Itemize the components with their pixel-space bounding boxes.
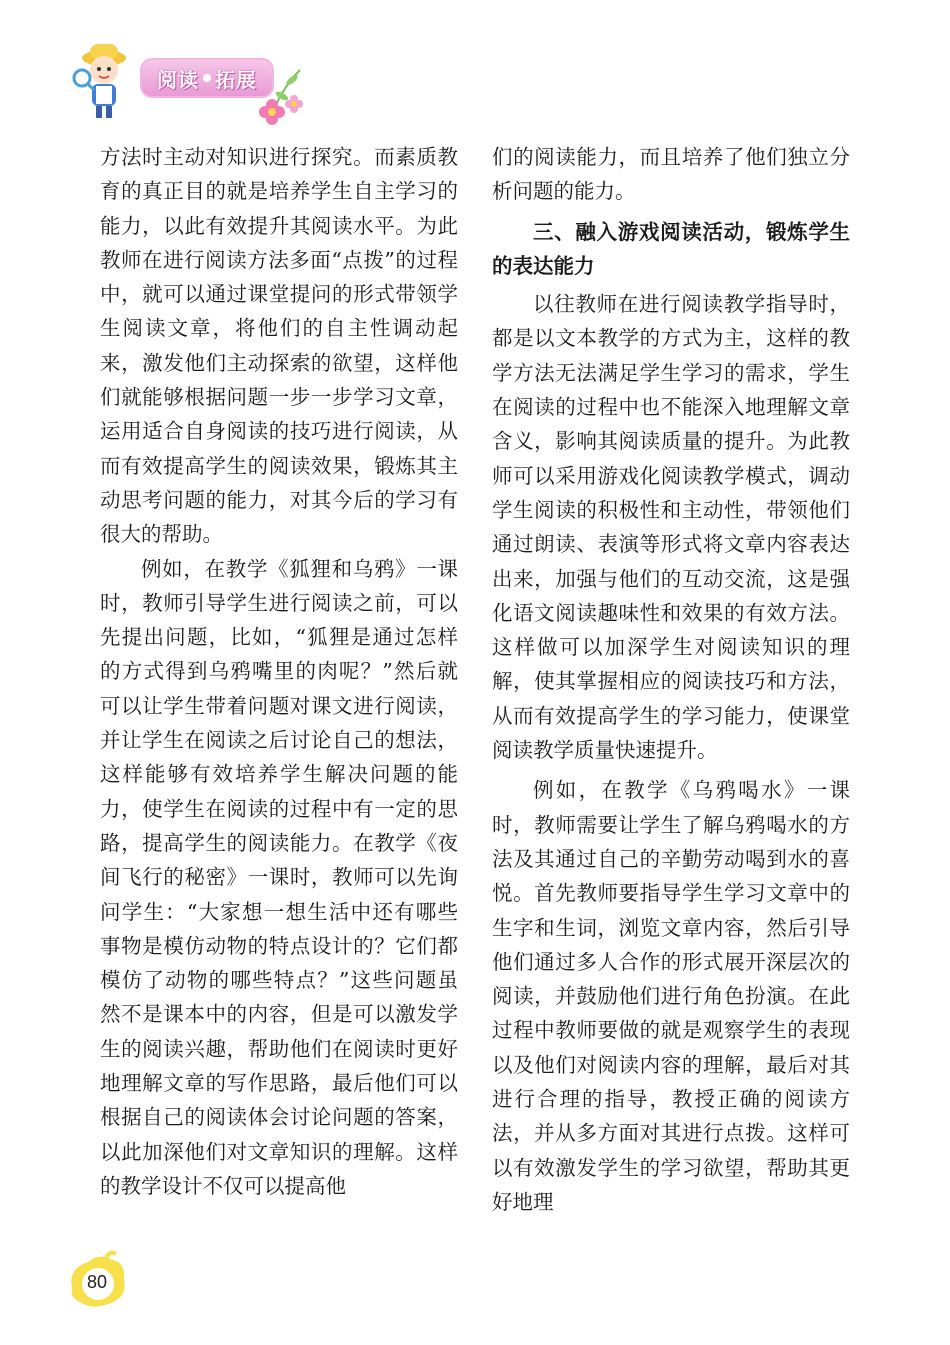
- section-banner: [70, 40, 300, 120]
- right-paragraph-2: 例如，在教学《乌鸦喝水》一课时，教师需要让学生了解乌鸦喝水的方法及其通过自己的辛勤劳动喝到水的喜悦。首先教师要指导学生学习文章中的生字和生词，浏览文章内容，然后引导他们通过多人合作的形式展开深层次的阅读，并鼓励他们进行角色扮演。在此过程中教师要做的就是观察学生的表现以及他们对阅读内容的理解，最后对其进行合理的指导，教授正确的阅读方法，并从多方面对其进行点拨。这样可以有效激发学生的学习欲望，帮助其更好地理: [492, 778, 850, 1214]
- right-column: [492, 140, 850, 1219]
- right-paragraph-1: 以往教师在进行阅读教学指导时，都是以文本教学的方式为主，这样的教学方法无法满足学生学习的需求，学生在阅读的过程中也不能深入地理解文章含义，影响其阅读质量的提升。为此教师可以采用游戏化阅读教学模式，调动学生阅读的积极性和主动性，带领他们通过朗读、表演等形式将文章内容表达出来，加强与他们的互动交流，这是强化语文阅读趣味性和效果的有效方法。这样做可以加深学生对阅读知识的理解，使其掌握相应的阅读技巧和方法，从而有效提高学生的学习能力，使课堂阅读教学质量快速提升。: [492, 292, 850, 763]
- section-tag-part1: 阅读: [157, 67, 199, 92]
- left-paragraph-1: 方法时主动对知识进行探究。而素质教育的真正目的就是培养学生自主学习的能力，以此有效提升其阅读水平。为此教师在进行阅读方法多面“点拨”的过程中，就可以通过课堂提问的形式带领学生阅读文章，将他们的自主性调动起来，激发他们主动探索的欲望，这样他们就能够根据问题一步一步学习文章，运用适合自身阅读的技巧进行阅读，从而有效提高学生的阅读效果，锻炼其主动思考问题的能力，对其今后的学习有很大的帮助。: [100, 145, 458, 547]
- section-tag-dot: [203, 74, 211, 82]
- left-paragraph-2: 例如，在教学《狐狸和乌鸦》一课时，教师引导学生进行阅读之前，可以先提出问题，比如，“狐狸是通过怎样的方式得到乌鸦嘴里的肉呢？”然后就可以让学生带着问题对课文进行阅读，并让学生在阅读之后讨论自己的想法，这样能够有效培养学生解决问题的能力，使学生在阅读的过程中有一定的思路，提高学生的阅读能力。在教学《夜间飞行的秘密》一课时，教师可以先询问学生：“大家想一想生活中还有哪些事物是模仿动物的特点设计的？它们都模仿了动物的哪些特点？”这些问题虽然不是课本中的内容，但是可以激发学生的阅读兴趣，帮助他们在阅读时更好地理解文章的写作思路，最后他们可以根据自己的阅读体会讨论问题的答案，以此加深他们对文章知识的理解。这样的教学设计不仅可以提高他: [100, 556, 458, 1198]
- section-tag-part2: 拓展: [215, 67, 257, 92]
- right-paragraph-continued: 们的阅读能力，而且培养了他们独立分析问题的能力。: [492, 145, 850, 204]
- left-column: [100, 140, 458, 1203]
- section-heading: 三、融入游戏阅读活动，锻炼学生的表达能力: [492, 219, 850, 278]
- flower-decoration-icon: [250, 60, 310, 130]
- child-mascot-icon: [70, 40, 140, 120]
- page-number: 80: [86, 1272, 108, 1292]
